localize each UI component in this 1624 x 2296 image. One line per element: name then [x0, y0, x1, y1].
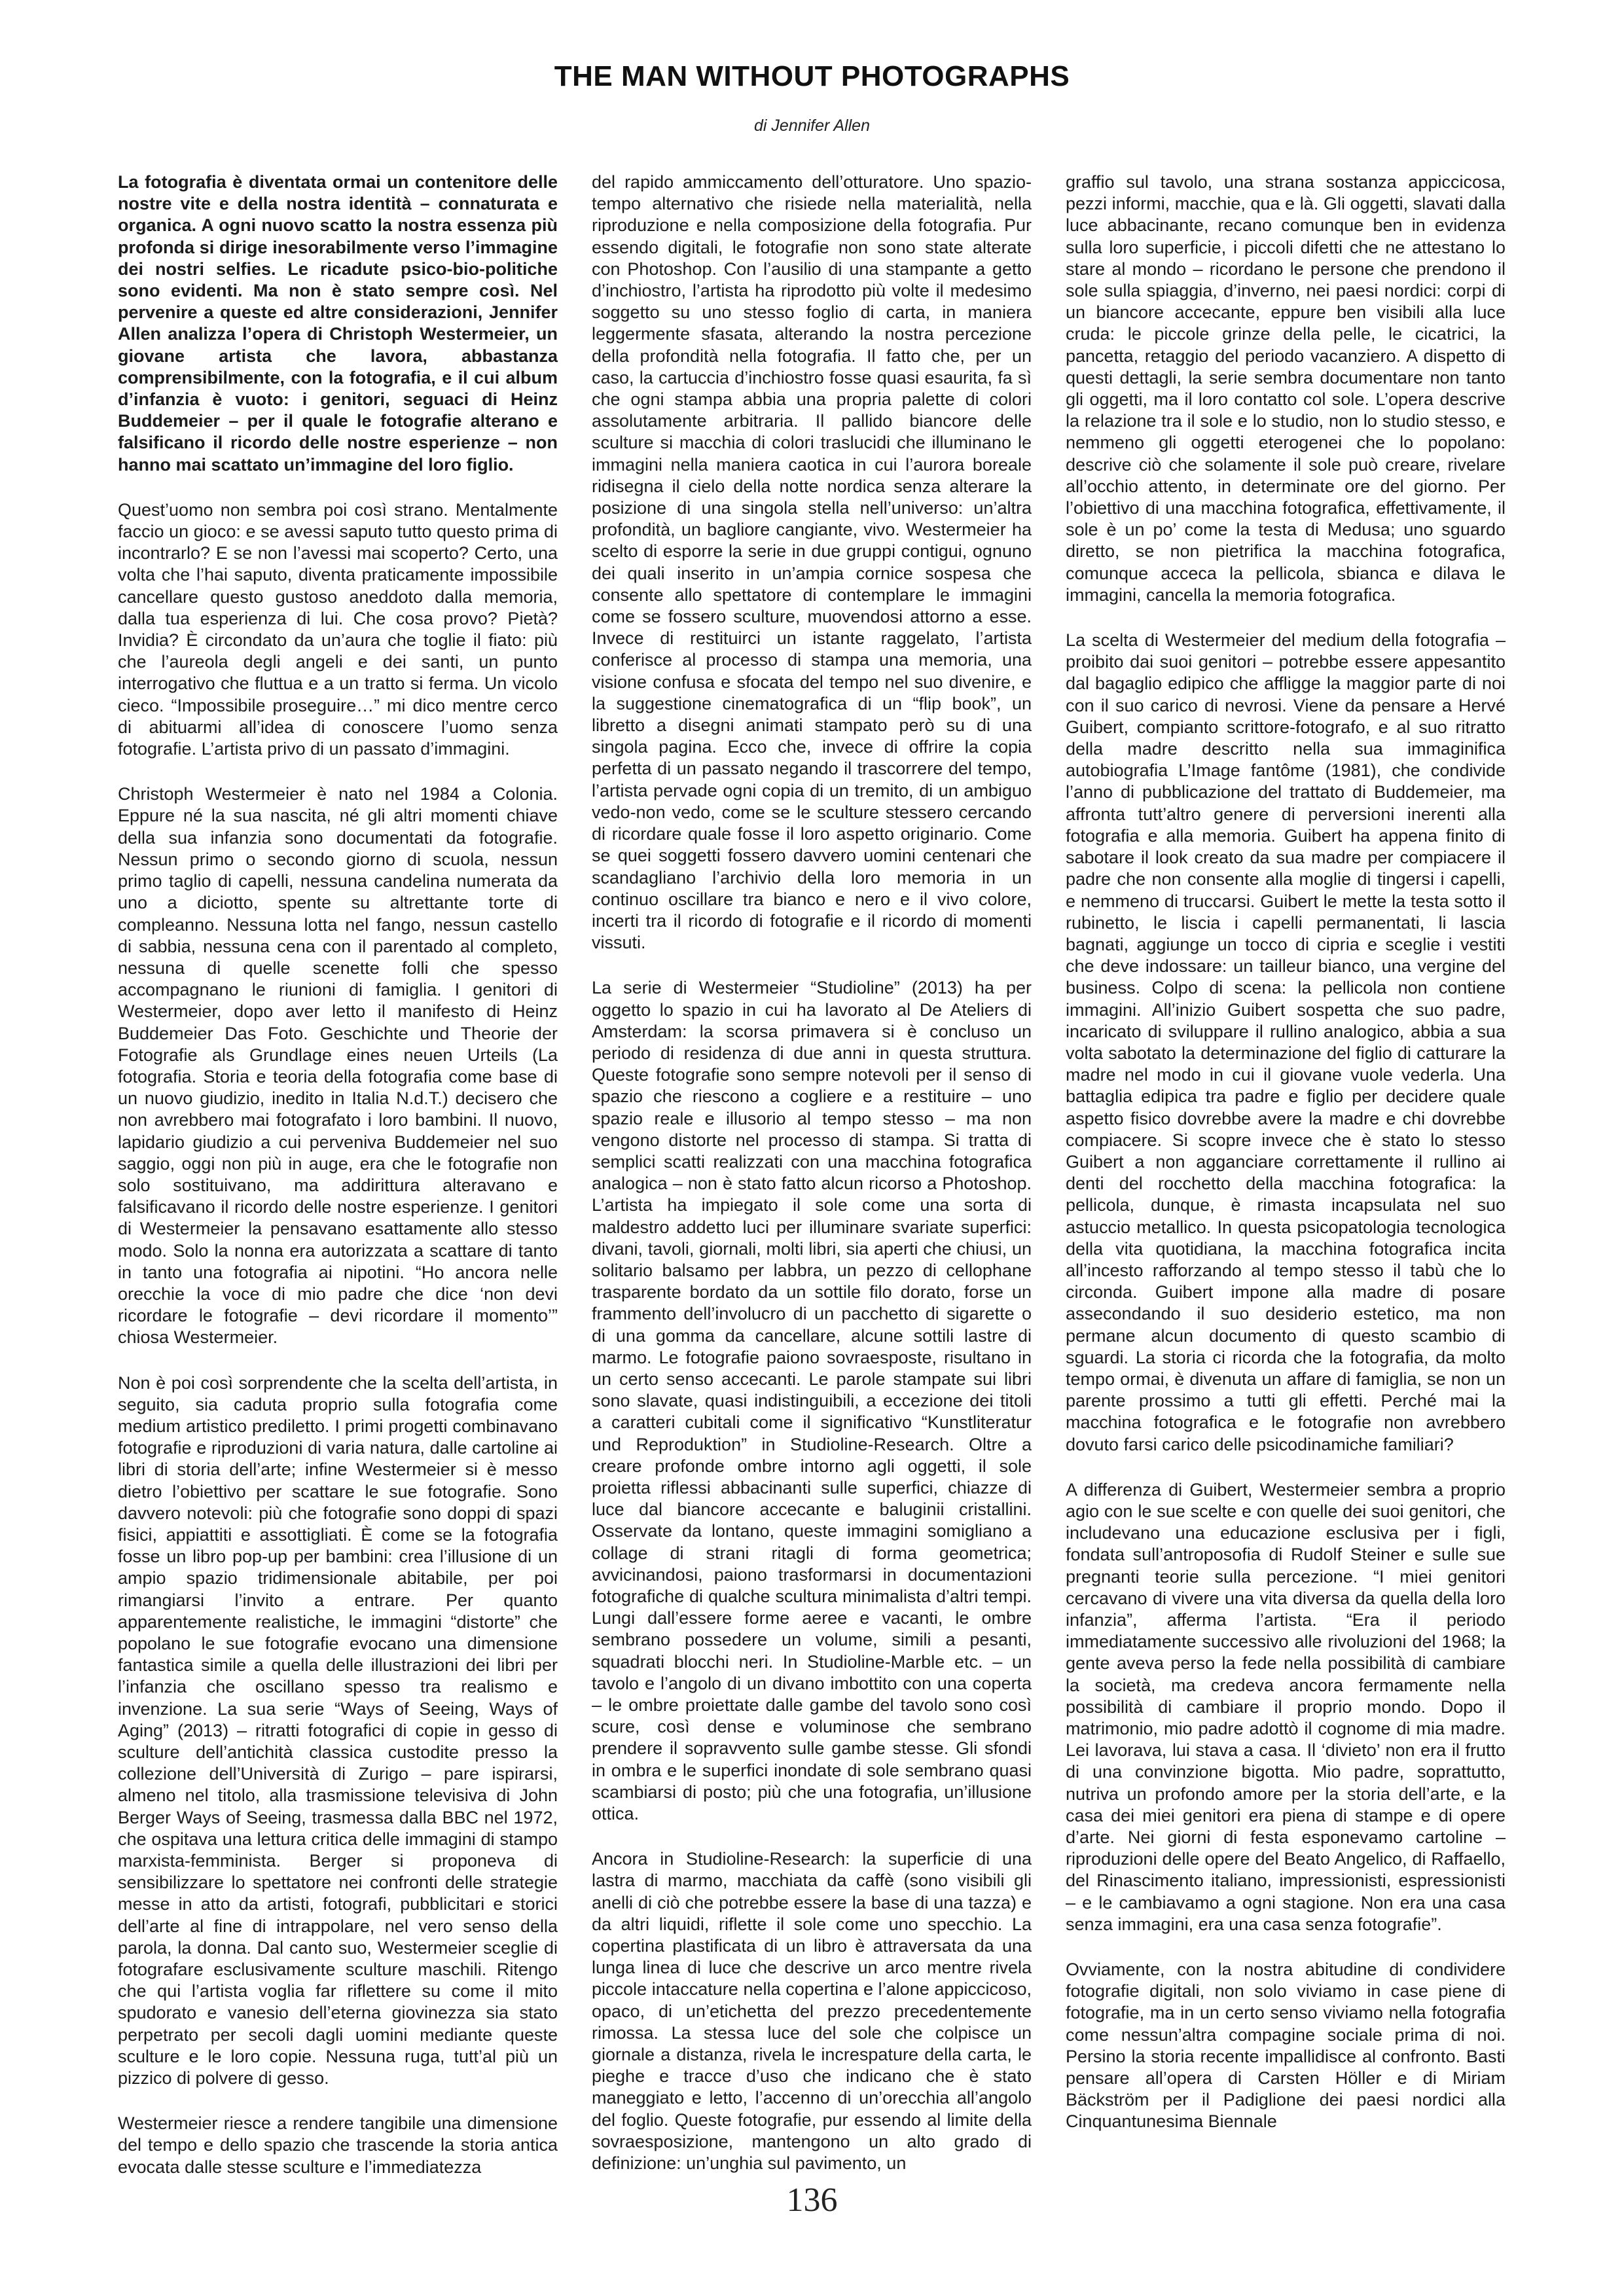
paragraph: Christoph Westermeier è nato nel 1984 a Colonia. Eppure né la sua nascita, né gli altri momenti chiave della sua infanzia sono documentati da fotografie. Nessun primo o secondo giorno di scuola, nessun primo taglio di capelli, nessuna candelina numerata da uno a diciotto, spente su altrettante torte di compleanno. Nessuna lotta nel fango, nessun castello di sabbia, nessuna cena con il parentado al completo, nessuna di quelle scenette folli che spesso accompagnano le riunioni di famiglia. I genitori di Westermeier, dopo aver letto il manifesto di Heinz Buddemeier Das Foto. Geschichte und Theorie der Fotografie als Grundlage eines neuen Urteils (La fotografia. Storia e teoria della fotografia come base di un nuovo giudizio, inedito in Italia N.d.T.) decisero che non avrebbero mai fotografato i loro bambini. Il nuovo, lapidario giudizio a cui perveniva Buddemeier nel suo saggio, oggi non più in auge, era che le fotografie non solo sostituivano, ma addirittura alteravano e falsificavano il ricordo delle nostre esperienze. I genitori di Westermeier la pensavano esattamente allo stesso modo. Solo la nonna era autorizzata a scattare di tanto in tanto una fotografia ai nipotini. “Ho ancora nelle orecchie la voce di mio padre che dice ‘non devi ricordare le fotografie – devi ricordare il momento’” chiosa Westermeier. [118, 784, 558, 1348]
page-number: 136 [786, 2181, 838, 2219]
column-3 [1066, 171, 1506, 2148]
paragraph: La scelta di Westermeier del medium della fotografia – proibito dai suoi genitori – potrebbe essere appesantito dal bagaglio edipico che affligge la maggior parte di noi con il suo carico di nevrosi. Viene da pensare a Hervé Guibert, compianto scrittore-fotografo, e al suo ritratto della madre descritto nella sua immaginifica autobiografia L’Image fantôme (1981), che condivide l’anno di pubblicazione del trattato di Buddemeier, ma affronta tutt’altro genere di perversioni inerenti alla fotografia e alla memoria. Guibert ha appena finito di sabotare il look creato da sua madre per compiacere il padre che non consente alla moglie di tingersi i capelli, e nemmeno di truccarsi. Guibert le mette la testa sotto il rubinetto, le liscia i capelli permanentati, li lascia bagnati, aggiunge un tocco di cipria e sceglie i vestiti che deve indossare: un tailleur bianco, una vergine del business. Colpo di scena: la pellicola non contiene immagini. All’inizio Guibert sospetta che suo padre, incaricato di sviluppare il rullino analogico, abbia a sua volta sabotato la determinazione del figlio di catturare la madre nel modo in cui il giovane vuole vederla. Una battaglia edipica tra padre e figlio per decidere quale aspetto fisico dovrebbe avere la madre e chi dovrebbe compiacere. Si scopre invece che è stato lo stesso Guibert a non agganciare correttamente il rullino ai denti del rocchetto della macchina fotografica: la pellicola, dunque, è rimasta incapsulata nel suo astuccio metallico. In questa psicopatologia tecnologica della vita quotidiana, la macchina fotografica incita all’incesto rafforzando al tempo stesso il tabù che lo circonda. Guibert impone alla madre di posare assecondando il suo desiderio estetico, ma non permane alcun documento di questo scambio di sguardi. La storia ci ricorda che la fotografia, da molto tempo ormai, è divenuta un affare di famiglia, se non un parente prossimo a tutti gli effetti. Perché mai la macchina fotografica e le fotografie non avrebbero dovuto farsi carico delle psicodinamiche familiari? [1066, 630, 1506, 1454]
paragraph: Westermeier riesce a rendere tangibile una dimensione del tempo e dello spazio che trascende la storia antica evocata dalle stesse sculture e l’immediatezza [118, 2113, 558, 2177]
article-lead: La fotografia è diventata ormai un contenitore delle nostre vite e della nostra identità – connaturata e organica. A ogni nuovo scatto la nostra essenza più profonda si dirige inesorabilmente verso l’immagine dei nostri selfies. Le ricadute psico-bio-politiche sono evidenti. Ma non è stato sempre così. Nel pervenire a queste ed altre considerazioni, Jennifer Allen analizza l’opera di Christoph Westermeier, un giovane artista che lavora, abbastanza comprensibilmente, con la fotografia, e il cui album d’infanzia è vuoto: i genitori, seguaci di Heinz Buddemeier – per il quale le fotografie alterano e falsificano il ricordo delle nostre esperienze – non hanno mai scattato un’immagine del loro figlio. [118, 172, 558, 475]
paragraph: Ovviamente, con la nostra abitudine di condividere fotografie digitali, non solo viviamo in case piene di fotografie, ma in un certo senso viviamo nella fotografia come nessun’altra compagine sociale prima di noi. Persino la storia recente impallidisce al confronto. Basti pensare all’opera di Carsten Höller e di Miriam Bäckström per il Padiglione dei paesi nordici alla Cinquantunesima Biennale [1066, 1960, 1506, 2132]
paragraph: La serie di Westermeier “Studioline” (2013) ha per oggetto lo spazio in cui ha lavorato al De Ateliers di Amsterdam: la scorsa primavera si è concluso un periodo di residenza di due anni in questa struttura. Queste fotografie sono sempre notevoli per il senso di spazio che riescono a cogliere e a restituire – uno spazio reale e illusorio al tempo stesso – ma non vengono distorte nel processo di stampa. Si tratta di semplici scatti realizzati con una macchina fotografica analogica – non è stato fatto alcun ricorso a Photoshop. L’artista ha impiegato il sole come una sorta di maldestro addetto luci per illuminare svariate superfici: divani, tavoli, giornali, molti libri, sia aperti che chiusi, un solitario balsamo per labbra, un pezzo di cellophane trasparente bordato da un sottile filo dorato, forse un frammento dell’involucro di un pacchetto di sigarette o di una gomma da cancellare, alcune sottili lastre di marmo. Le fotografie paiono sovraesposte, risultano in un certo senso accecanti. Le parole stampate sui libri sono slavate, quasi indistinguibili, a eccezione dei titoli a caratteri cubitali come il significativo “Kunstliteratur und Reproduktion” in Studioline-Research. Oltre a creare profonde ombre intorno agli oggetti, il sole proietta riflessi abbacinanti sulle superfici, chiazze di luce dal biancore accecante e baluginii cristallini. Osservate da lontano, queste immagini somigliano a collage di strani ritagli di forma geometrica; avvicinandosi, paiono trasformarsi in documentazioni fotografiche di qualche scultura minimalista d’altri tempi. Lungi dall’essere forme aeree e vacanti, le ombre sembrano possedere un volume, simili a pesanti, squadrati blocchi neri. In Studioline-Marble etc. – un tavolo e l’angolo di un divano imbottito con una coperta – le ombre proiettate dalle gambe del tavolo sono così scure, così dense e voluminose che sembrano prendere il sopravvento sulle gambe stesse. Gli sfondi in ombra e le superfici inondate di sole sembrano quasi scambiarsi di posto; più che una fotografia, un’illusione ottica. [592, 978, 1032, 1824]
paragraph: Quest’uomo non sembra poi così strano. Mentalmente faccio un gioco: e se avessi saputo tutto questo prima di incontrarlo? E se non l’avessi mai scoperto? Certo, una volta che l’hai saputo, diventa praticamente impossibile cancellare questo gustoso aneddoto dalla memoria, dalla tua esperienza di lui. Che cosa provo? Pietà? Invidia? È circondato da un’aura che toglie il fiato: più che l’aureola degli angeli e dei santi, un punto interrogativo che fluttua e a un tratto si ferma. Un vicolo cieco. “Impossibile proseguire…” mi dico mentre cerco di abituarmi all’idea di conoscere l’uomo senza fotografie. L’artista privo di un passato d’immagini. [118, 499, 558, 759]
column-2 [592, 171, 1032, 2174]
column-1 [118, 171, 558, 2177]
paragraph: Non è poi così sorprendente che la scelta dell’artista, in seguito, sia caduta proprio sulla fotografia come medium artistico prediletto. I primi progetti combinavano fotografie e riproduzioni di varia natura, dalle cartoline ai libri di storia dell’arte; infine Westermeier si è messo dietro l’obiettivo per scattare le sue fotografie. Sono davvero notevoli: più che fotografie sono doppi di spazi fisici, appiattiti e assottigliati. È come se la fotografia fosse un libro pop-up per bambini: crea l’illusione di un ampio spazio tridimensionale abitabile, per poi rimangiarsi l’invito a entrare. Per quanto apparentemente realistiche, le immagini “distorte” che popolano le sue fotografie evocano una dimensione fantastica simile a quella delle illustrazioni dei libri per l’infanzia che oscillano spesso tra realismo e invenzione. La sua serie “Ways of Seeing, Ways of Aging” (2013) – ritratti fotografici di copie in gesso di sculture dell’antichità classica custodite presso la collezione dell’Università di Zurigo – pare ispirarsi, almeno nel titolo, alla trasmissione televisiva di John Berger Ways of Seeing, trasmessa dalla BBC nel 1972, che ospitava una lettura critica delle immagini di stampo marxista-femminista. Berger si proponeva di sensibilizzare lo spettatore nei confronti delle strategie messe in atto da artisti, fotografi, pubblicitari e storici dell’arte al fine di intrappolare, nel vero senso della parola, la donna. Dal canto suo, Westermeier sceglie di fotografare esclusivamente sculture maschili. Ritengo che qui l’artista voglia far riflettere su come il mito spudorato e vanesio dell’eterna giovinezza sia stato perpetrato per secoli dagli uomini mediante queste sculture e le loro copie. Nessuna ruga, tutt’al più un pizzico di polvere di gesso. [118, 1372, 558, 2089]
article-body [118, 171, 1506, 2177]
article-byline: di Jennifer Allen [754, 117, 870, 135]
paragraph: del rapido ammiccamento dell’otturatore. Uno spazio-tempo alternativo che risiede nella materialità, nella riproduzione e nella composizione della fotografia. Pur essendo digitali, le fotografie non sono state alterate con Photoshop. Con l’ausilio di una stampante a getto d’inchiostro, l’artista ha riprodotto più volte il medesimo soggetto su uno stesso foglio di carta, in maniera leggermente sfasata, alterando la nostra percezione della profondità nella fotografia. Il fatto che, per un caso, la cartuccia d’inchiostro fosse quasi esaurita, fa sì che ogni stampa abbia una propria palette di colori assolutamente arbitraria. Il pallido biancore delle sculture si macchia di colori traslucidi che illuminano le immagini nella maniera caotica in cui l’aurora boreale ridisegna il cielo della notte nordica senza alterare la posizione di una singola stella nell’universo: un’altra profondità, un bagliore cangiante, vivo. Westermeier ha scelto di esporre la serie in due gruppi contigui, ognuno dei quali inserito in un’ampia cornice sospesa che consente allo spettatore di contemplare le immagini come se fossero sculture, muovendosi attorno a esse. Invece di restituirci un istante raggelato, l’artista conferisce al processo di stampa una memoria, una visione confusa e sfocata del tempo nel suo divenire, e la suggestione cinematografica di un “flip book”, un libretto a disegni animati stampato però su di una singola pagina. Ecco che, invece di offrire la copia perfetta di un passato negando il trascorrere del tempo, l’artista pervade ogni copia di un tremito, di un ambiguo vedo-non vedo, come se le sculture stessero cercando di ricordare quale fosse il loro aspetto originario. Come se quei soggetti fossero davvero uomini centenari che scandagliano l’archivio della loro memoria in un continuo oscillare tra bianco e nero e il vivo colore, incerti tra il ricordo di fotografie e il ricordo di momenti vissuti. [592, 172, 1032, 953]
paragraph: graffio sul tavolo, una strana sostanza appiccicosa, pezzi informi, macchie, qua e là. Gli oggetti, slavati dalla luce abbacinante, recano comunque ben in evidenza sulla loro superficie, i piccoli difetti che ne attestano lo stare al mondo – ricordano le persone che prendono il sole sulla spiaggia, d’inverno, nei paesi nordici: corpi di un biancore accecante, eppure ben visibili alla luce cruda: le piccole grinze della pelle, le cicatrici, la pancetta, retaggio del periodo vacanziero. A dispetto di questi dettagli, la serie sembra documentare non tanto gli oggetti, ma il loro contatto col sole. L’opera descrive la relazione tra il sole e lo studio, non lo studio stesso, e nemmeno gli oggetti eterogenei che lo popolano: descrive ciò che solamente il sole può creare, rivelare all’occhio attento, in determinate ore del giorno. Per l’obiettivo di una macchina fotografica, effettivamente, il sole è un po’ come la testa di Medusa; uno sguardo diretto, se non pietrifica la macchina fotografica, comunque acceca la pellicola, sbianca e dilava le immagini, cancella la memoria fotografica. [1066, 172, 1506, 605]
paragraph: A differenza di Guibert, Westermeier sembra a proprio agio con le sue scelte e con quelle dei suoi genitori, che includevano una educazione esclusiva per i figli, fondata sull’antroposofia di Rudolf Steiner e sulle sue pregnanti teorie sulla percezione. “I miei genitori cercavano di vivere una vita diversa da quella della loro infanzia”, afferma l’artista. “Era il periodo immediatamente successivo alle rivoluzioni del 1968; la gente aveva perso la fede nella possibilità di cambiare la società, ma credeva ancora fermamente nella possibilità di cambiare il proprio mondo. Dopo il matrimonio, mio padre adottò il cognome di mia madre. Lei lavorava, lui stava a casa. Il ‘divieto’ non era il frutto di una convinzione bigotta. Mio padre, soprattutto, nutriva un profondo amore per la storia dell’arte, e la casa dei miei genitori era piena di stampe e di opere d’arte. Nei giorni di festa esponevamo cartoline – riproduzioni delle opere del Beato Angelico, di Raffaello, del Rinascimento italiano, impressionisti, espressionisti – e le cambiavamo a ogni stagione. Non era una casa senza immagini, era una casa senza fotografie”. [1066, 1479, 1506, 1934]
article-title: THE MAN WITHOUT PHOTOGRAPHS [554, 60, 1070, 92]
paragraph: Ancora in Studioline-Research: la superficie di una lastra di marmo, macchiata da caffè (sono visibili gli anelli di ciò che potrebbe essere la base di una tazza) e da altri liquidi, riflette il sole come uno specchio. La copertina plastificata di un libro è attraversata da una lunga linea di luce che descrive un arco mentre rivela piccole intaccature nella copertina e l’alone appiccicoso, opaco, di un’etichetta del prezzo precedentemente rimossa. La stessa luce del sole che colpisce un giornale a distanza, rivela le increspature della carta, le pieghe e tracce d’uso che indicano che è stato maneggiato e letto, l’accenno di un’orecchia all’angolo del foglio. Queste fotografie, pur essendo al limite della sovraesposizione, mantengono un alto grado di definizione: un’unghia sul pavimento, un [592, 1849, 1032, 2174]
